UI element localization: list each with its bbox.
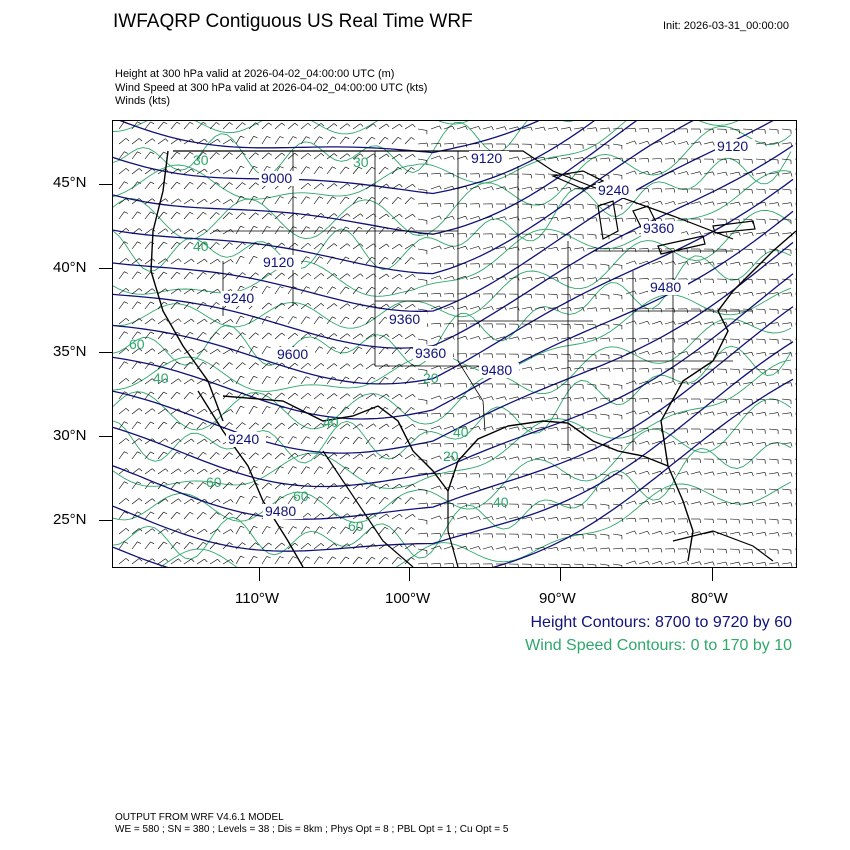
lon-tick — [712, 567, 713, 581]
height-contour-label: 9120 — [263, 254, 295, 270]
wind-contour-label: 40 — [453, 424, 469, 440]
lon-label-110: 110°W — [235, 590, 280, 607]
height-contour-label: 9360 — [389, 311, 421, 327]
lat-label-35: 35°N — [53, 343, 87, 360]
wind-contour-label: 40 — [323, 414, 339, 430]
main-title: IWFAQRP Contiguous US Real Time WRF — [113, 11, 473, 32]
wind-contour-label: 40 — [193, 238, 209, 254]
height-contour-label: 9480 — [650, 279, 682, 295]
wind-contour-label: 40 — [493, 494, 509, 510]
lon-label-90: 90°W — [539, 590, 576, 607]
wind-contour-label: 30 — [193, 152, 209, 168]
lat-tick — [99, 520, 113, 521]
map-border — [112, 120, 797, 568]
wind-contour-label: 60 — [348, 518, 364, 534]
height-contour-label: 9240 — [598, 182, 630, 198]
field-description-wind-speed: Wind Speed at 300 hPa valid at 2026-04-02_04:00:00 UTC (kts) — [115, 82, 428, 94]
wind-contour-legend: Wind Speed Contours: 0 to 170 by 10 — [525, 637, 792, 654]
height-contour-label: 9120 — [471, 150, 503, 166]
field-description-height: Height at 300 hPa valid at 2026-04-02_04:00:00 UTC (m) — [115, 68, 395, 80]
lat-tick — [99, 268, 113, 269]
lat-label-30: 30°N — [53, 427, 87, 444]
wind-contour-label: 60 — [129, 336, 145, 352]
lat-tick — [99, 436, 113, 437]
wind-contour-label: 20 — [443, 448, 459, 464]
height-contour-label: 9360 — [415, 345, 447, 361]
wind-contour-label: 20 — [423, 370, 439, 386]
field-description-winds: Winds (kts) — [115, 95, 170, 107]
init-time: Init: 2026-03-31_00:00:00 — [663, 20, 789, 32]
wind-contour-label: 60 — [206, 474, 222, 490]
height-contour-legend: Height Contours: 8700 to 9720 by 60 — [530, 614, 792, 631]
height-contour-label: 9360 — [643, 220, 675, 236]
lat-label-45: 45°N — [53, 174, 87, 191]
lon-tick — [409, 567, 410, 581]
height-contour-label: 9120 — [717, 138, 749, 154]
model-config: WE = 580 ; SN = 380 ; Levels = 38 ; Dis = 8km ; Phys Opt = 8 ; PBL Opt = 1 ; Cu Opt = 5 — [115, 824, 509, 835]
height-contour-label: 9600 — [277, 346, 309, 362]
wind-contour-label: 60 — [293, 488, 309, 504]
lat-tick — [99, 352, 113, 353]
height-contour-label: 9240 — [223, 290, 255, 306]
lat-label-40: 40°N — [53, 259, 87, 276]
height-contour-label: 9480 — [265, 503, 297, 519]
wind-contour-label: 40 — [153, 370, 169, 386]
height-contour-label: 9480 — [481, 362, 513, 378]
wind-contour-label: 30 — [353, 154, 369, 170]
lat-tick — [99, 184, 113, 185]
lon-tick — [560, 567, 561, 581]
height-contour-label: 9000 — [261, 170, 293, 186]
lat-label-25: 25°N — [53, 511, 87, 528]
lon-label-80: 80°W — [691, 590, 728, 607]
lon-tick — [259, 567, 260, 581]
height-contour-label: 9240 — [228, 431, 260, 447]
model-info: OUTPUT FROM WRF V4.6.1 MODEL — [115, 812, 284, 823]
lon-label-100: 100°W — [385, 590, 431, 607]
